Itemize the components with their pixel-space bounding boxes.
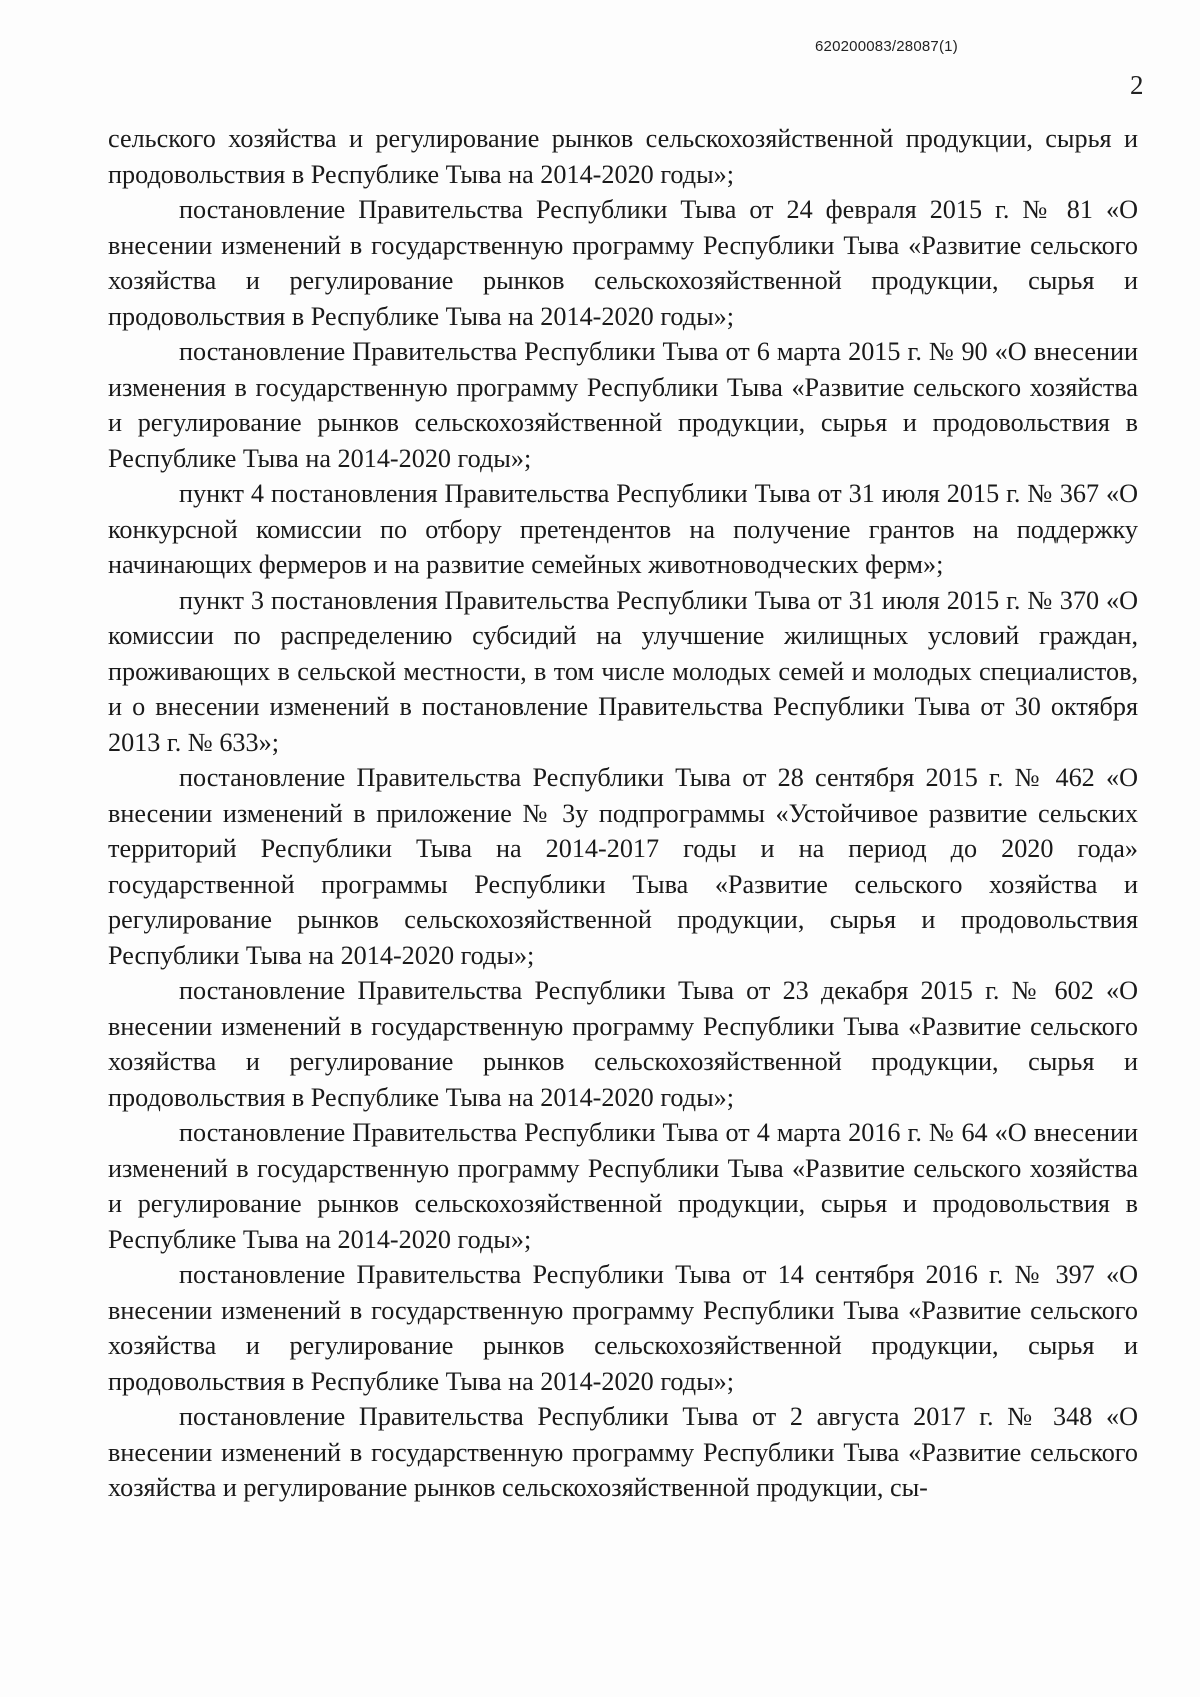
paragraph-resolution-397: постановление Правительства Республики Тыва от 14 сентября 2016 г. № 397 «О внесении изменений в государственную программу Республики Тыва «Развитие сельского хозяйства и регулирование рынков сельскохозяйственной продукции, сырья и продовольствия в Республике Тыва на 2014-2020 годы»;: [108, 1260, 1138, 1396]
paragraph-continuation: сельского хозяйства и регулирование рынков сельскохозяйственной продукции, сырья и продовольствия в Республике Тыва на 2014-2020 годы»;: [108, 124, 1138, 189]
paragraph-resolution-81: постановление Правительства Республики Тыва от 24 февраля 2015 г. № 81 «О внесении изменений в государственную программу Республики Тыва «Развитие сельского хозяйства и регулирование рынков сельскохозяйственной продукции, сырья и продовольствия в Республике Тыва на 2014-2020 годы»;: [108, 195, 1138, 331]
paragraph-resolution-367: пункт 4 постановления Правительства Республики Тыва от 31 июля 2015 г. № 367 «О конкурсной комиссии по отбору претендентов на получение грантов на поддержку начинающих фермеров и на развитие семейных животноводческих ферм»;: [108, 479, 1138, 579]
document-body: [108, 121, 1138, 1506]
document-code: 620200083/28087(1): [815, 38, 958, 55]
paragraph-resolution-64: постановление Правительства Республики Тыва от 4 марта 2016 г. № 64 «О внесении изменений в государственную программу Республики Тыва «Развитие сельского хозяйства и регулирование рынков сельскохозяйственной продукции, сырья и продовольствия в Республике Тыва на 2014-2020 годы»;: [108, 1118, 1138, 1254]
paragraph-resolution-90: постановление Правительства Республики Тыва от 6 марта 2015 г. № 90 «О внесении изменения в государственную программу Республики Тыва «Развитие сельского хозяйства и регулирование рынков сельскохозяйственной продукции, сырья и продовольствия в Республике Тыва на 2014-2020 годы»;: [108, 337, 1138, 473]
page-number: 2: [1130, 70, 1144, 100]
paragraph-resolution-462: постановление Правительства Республики Тыва от 28 сентября 2015 г. № 462 «О внесении изменений в приложение № 3у подпрограммы «Устойчивое развитие сельских территорий Республики Тыва на 2014-2017 годы и на период до 2020 года» государственной программы Республики Тыва «Развитие сельского хозяйства и регулирование рынков сельскохозяйственной продукции, сырья и продовольствия Республики Тыва на 2014-2020 годы»;: [108, 763, 1138, 970]
paragraph-resolution-370: пункт 3 постановления Правительства Республики Тыва от 31 июля 2015 г. № 370 «О комиссии по распределению субсидий на улучшение жилищных условий граждан, проживающих в сельской местности, в том числе молодых семей и молодых специалистов, и о внесении изменений в постановление Правительства Республики Тыва от 30 октября 2013 г. № 633»;: [108, 585, 1138, 757]
paragraph-resolution-602: постановление Правительства Республики Тыва от 23 декабря 2015 г. № 602 «О внесении изменений в государственную программу Республики Тыва «Развитие сельского хозяйства и регулирование рынков сельскохозяйственной продукции, сырья и продовольствия в Республике Тыва на 2014-2020 годы»;: [108, 976, 1138, 1112]
paragraph-resolution-348: постановление Правительства Республики Тыва от 2 августа 2017 г. № 348 «О внесении изменений в государственную программу Республики Тыва «Развитие сельского хозяйства и регулирование рынков сельскохозяйственной продукции, сы-: [108, 1402, 1138, 1502]
